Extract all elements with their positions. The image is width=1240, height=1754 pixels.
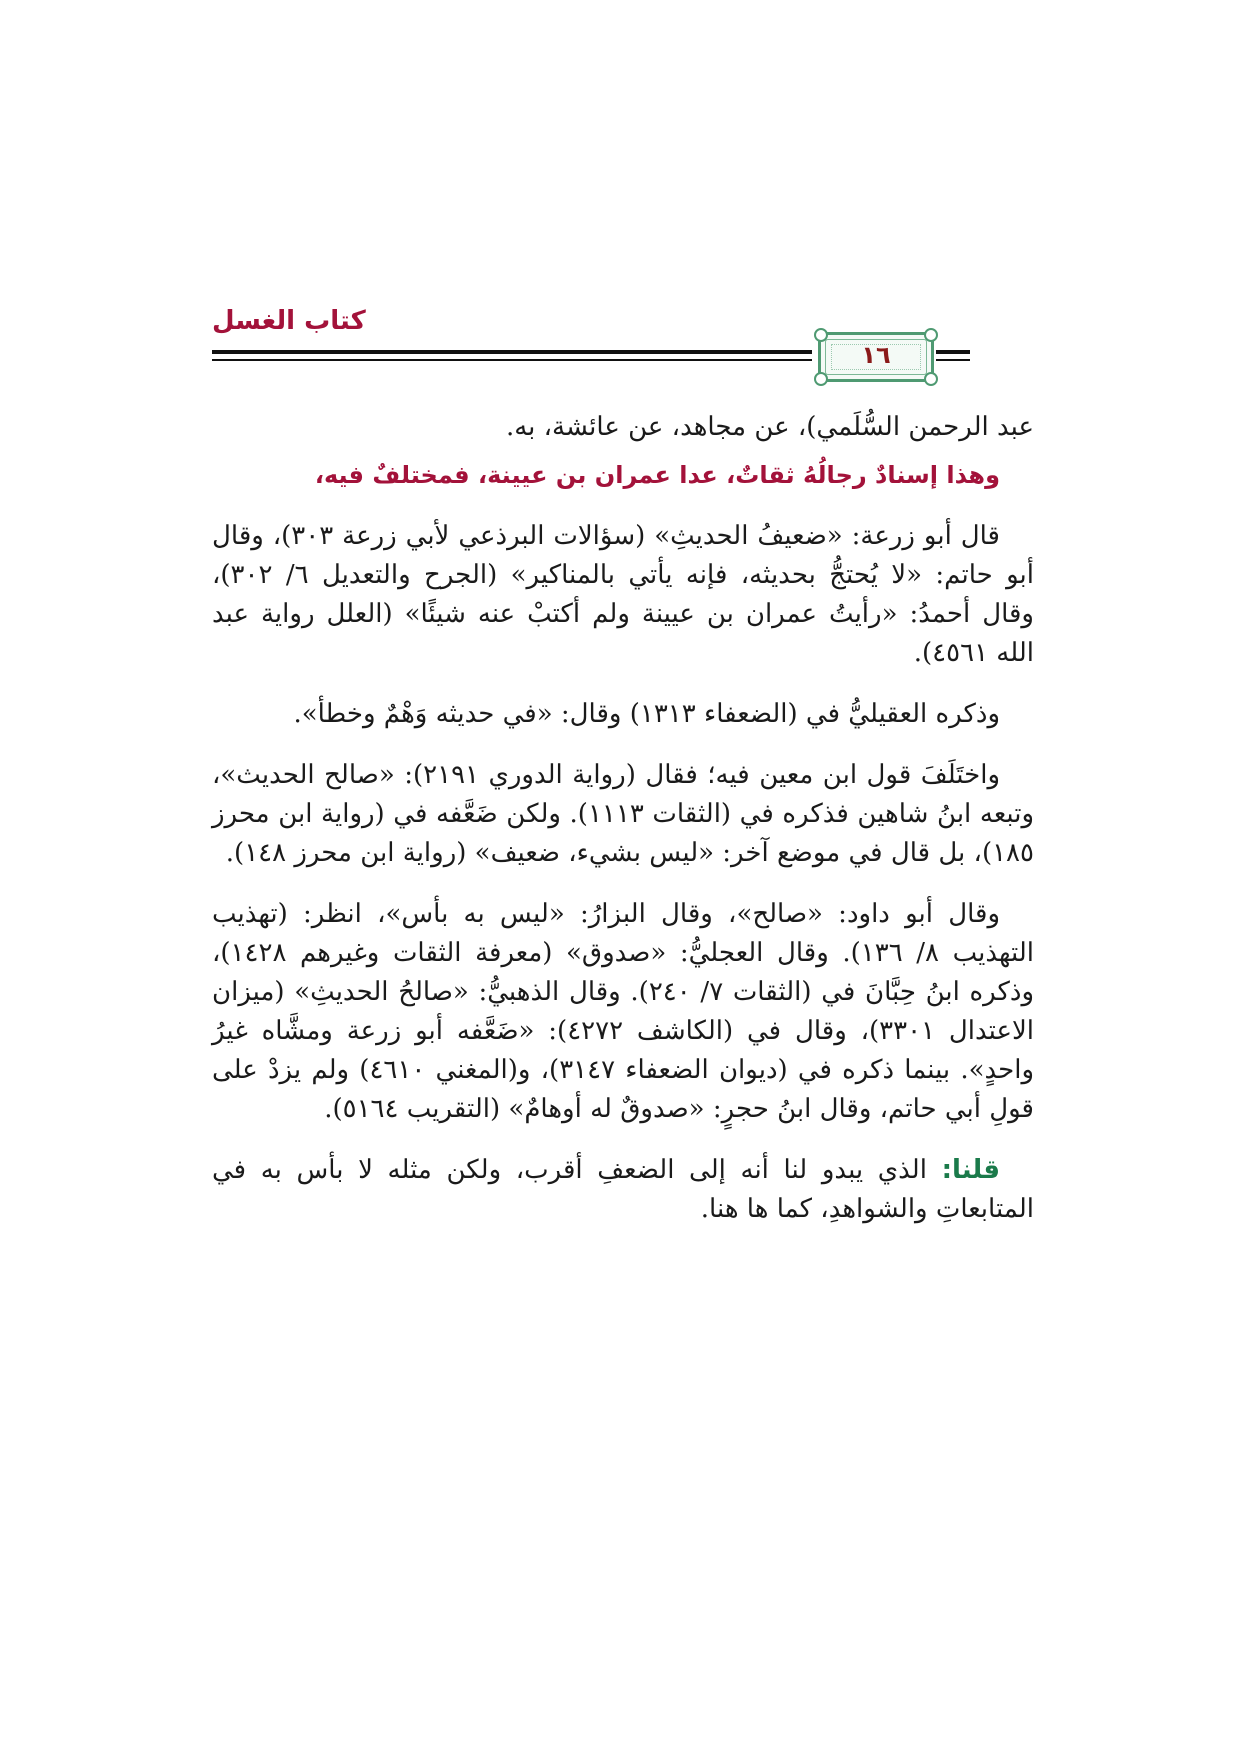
book-title: كتاب الغسل: [212, 306, 366, 336]
paragraph-uqayli: وذكره العقيليُّ في (الضعفاء ١٣١٣) وقال: «في حديثه وَهْمٌ وخطأ».: [293, 699, 1000, 729]
paragraph-ibn-main: واختَلَفَ قول ابن معين فيه؛ فقال (رواية الدوري ٢١٩١): «صالح الحديث»، وتبعه ابنُ شاهين فذكره في (الثقات ١١١٣). ولكن ضَعَّفه في (رواية ابن محرز ١٨٥)، بل قال في موضع آخر: «ليس بشيء، ضعيف» (رواية ابن محرز ١٤٨).: [212, 760, 1034, 868]
frame-ornament: [924, 372, 938, 386]
paragraph-abu-zurah: قال أبو زرعة: «ضعيفُ الحديثِ» (سؤالات البرذعي لأبي زرعة ٣٠٣)، وقال أبو حاتم: «لا يُحتجُّ بحديثه، فإنه يأتي بالمناكير» (الجرح والتعديل ٦/ ٣٠٢)، وقال أحمدُ: «رأيتُ عمران بن عيينة ولم أكتبْ عنه شيئًا» (العلل رواية عبد الله ٤٥٦١).: [212, 521, 1034, 668]
page-number: ١٦: [861, 341, 891, 369]
paragraph-continuation: عبد الرحمن السُّلَمي)، عن مجاهد، عن عائشة، به.: [505, 412, 1034, 442]
conclusion-text: الذي يبدو لنا أنه إلى الضعفِ أقرب، ولكن مثله لا بأس به في المتابعاتِ والشواهدِ، كما ها هنا.: [212, 1155, 1034, 1224]
header-rule-thin-right: [936, 359, 970, 361]
header-rule-thin: [212, 359, 812, 361]
paragraph-abu-dawud: وقال أبو داود: «صالح»، وقال البزارُ: «ليس به بأس»، انظر: (تهذيب التهذيب ٨/ ١٣٦). وقال العجليُّ: «صدوق» (معرفة الثقات وغيرهم ١٤٢٨)، وذكره ابنُ حِبَّانَ في (الثقات ٧/ ٢٤٠). وقال الذهبيُّ: «صالحُ الحديثِ» (ميزان الاعتدال ٣٣٠١)، وقال في (الكاشف ٤٢٧٢): «ضَعَّفه أبو زرعة ومشَّاه غيرُ واحدٍ». بينما ذكره في (ديوان الضعفاء ٣١٤٧)، و(المغني ٤٦١٠) ولم يزدْ على قولِ أبي حاتم، وقال ابنُ حجرٍ: «صدوقٌ له أوهامٌ» (التقريب ٥١٦٤).: [212, 899, 1035, 1124]
frame-ornament: [814, 328, 828, 342]
frame-ornament: [814, 372, 828, 386]
frame-ornament: [924, 328, 938, 342]
page-body: [212, 408, 1034, 1251]
conclusion-label: قلنا:: [941, 1155, 1000, 1185]
header-rule-thick: [212, 350, 812, 354]
paragraph-conclusion: [212, 1151, 1034, 1229]
page-header: [212, 306, 1034, 388]
header-rule-thick-right: [936, 350, 970, 354]
isnad-statement: وهذا إسنادٌ رجالُهُ ثقاتٌ، عدا عمران بن عيينة، فمختلفٌ فيه،: [314, 461, 1000, 489]
page-number-frame: [818, 332, 934, 382]
